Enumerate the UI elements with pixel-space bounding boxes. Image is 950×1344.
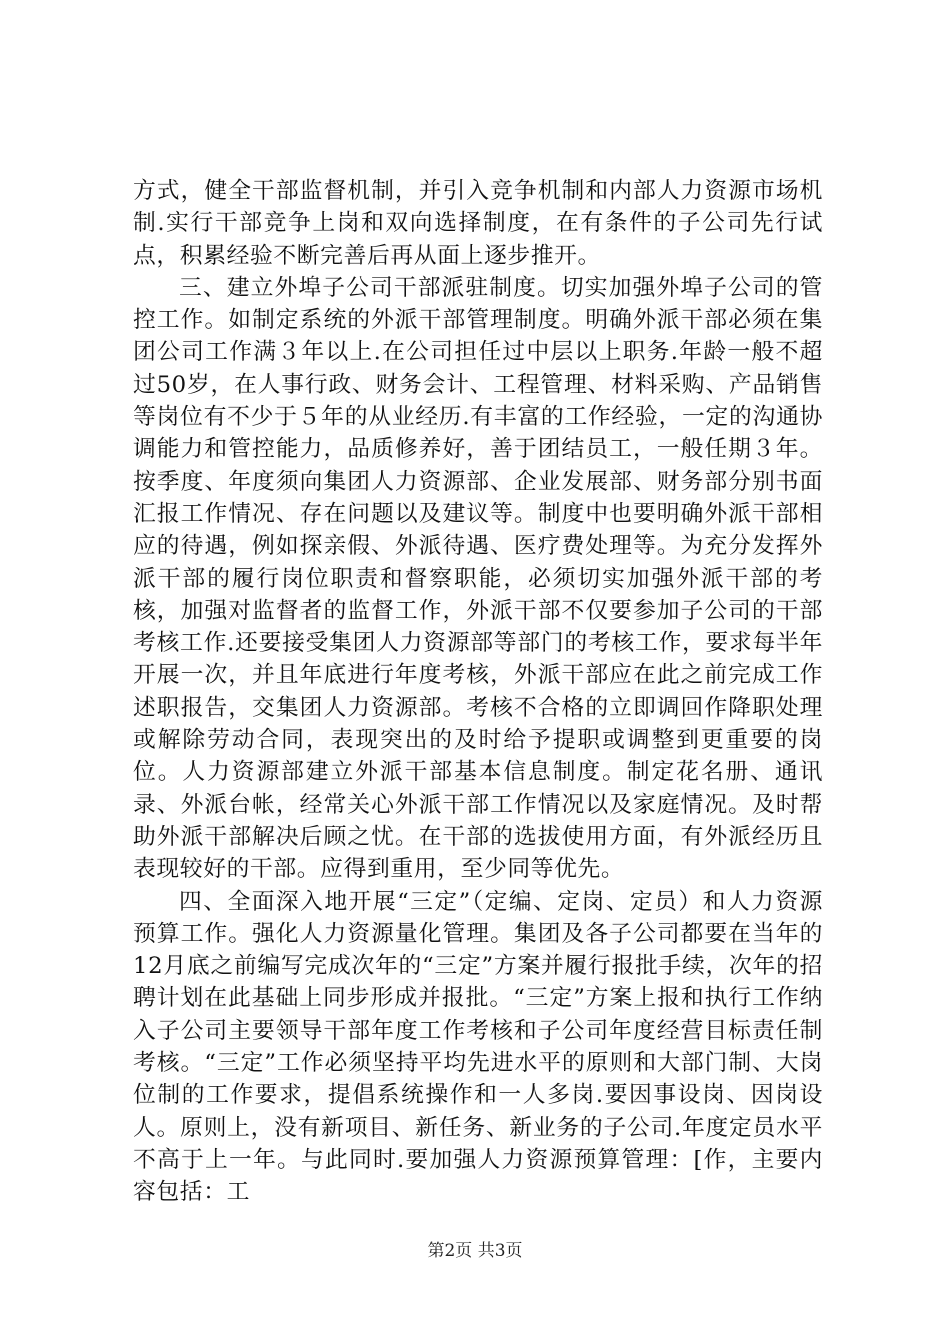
paragraph-section-three: 三、建立外埠子公司干部派驻制度。切实加强外埠子公司的管控工作。如制定系统的外派干部管理制度。明确外派干部必须在集团公司工作满３年以上.在公司担任过中层以上职务.年龄一般不超过50岁，在人事行政、财务会计、工程管理、材料采购、产品销售等岗位有不少于５年的从业经历.有丰富的工作经验，一定的沟通协调能力和管控能力，品质修养好，善于团结员工，一般任期３年。按季度、年度须向集团人力资源部、企业发展部、财务部分别书面汇报工作情况、存在问题以及建议等。制度中也要明确外派干部相应的待遇，例如探亲假、外派待遇、医疗费处理等。为充分发挥外派干部的履行岗位职责和督察职能，必须切实加强外派干部的考核，加强对监督者的监督工作，外派干部不仅要参加子公司的干部考核工作.还要接受集团人力资源部等部门的考核工作，要求每半年开展一次，并且年底进行年度考核，外派干部应在此之前完成工作述职报告，交集团人力资源部。考核不合格的立即调回作降职处理或解除劳动合同，表现突出的及时给予提职或调整到更重要的岗位。人力资源部建立外派干部基本信息制度。制定花名册、通讯录、外派台帐，经常关心外派干部工作情况以及家庭情况。及时帮助外派干部解决后顾之忧。在干部的选拔使用方面，有外派经历且表现较好的干部。应得到重用，至少同等优先。 [133,274,823,883]
page-footer: 第2页 共3页 [427,1241,523,1261]
paragraph-continuation: 方式，健全干部监督机制，并引入竞争机制和内部人力资源市场机制.实行干部竞争上岗和双向选择制度，在有条件的子公司先行试点，积累经验不断完善后再从面上逐步推开。 [133,178,823,269]
paragraph-section-four: 四、全面深入地开展“三定”（定编、定岗、定员）和人力资源预算工作。强化人力资源量化管理。集团及各子公司都要在当年的12月底之前编写完成次年的“三定”方案并履行报批手续，次年的招聘计划在此基础上同步形成并报批。“三定”方案上报和执行工作纳入子公司主要领导干部年度工作考核和子公司年度经营目标责任制考核。“三定”工作必须坚持平均先进水平的原则和大部门制、大岗位制的工作要求，提倡系统操作和一人多岗.要因事设岗、因岗设人。原则上，没有新项目、新任务、新业务的子公司.年度定员水平不高于上一年。与此同时.要加强人力资源预算管理：[作，主要内容包括：工 [133,888,823,1206]
document-body [133,175,823,1209]
